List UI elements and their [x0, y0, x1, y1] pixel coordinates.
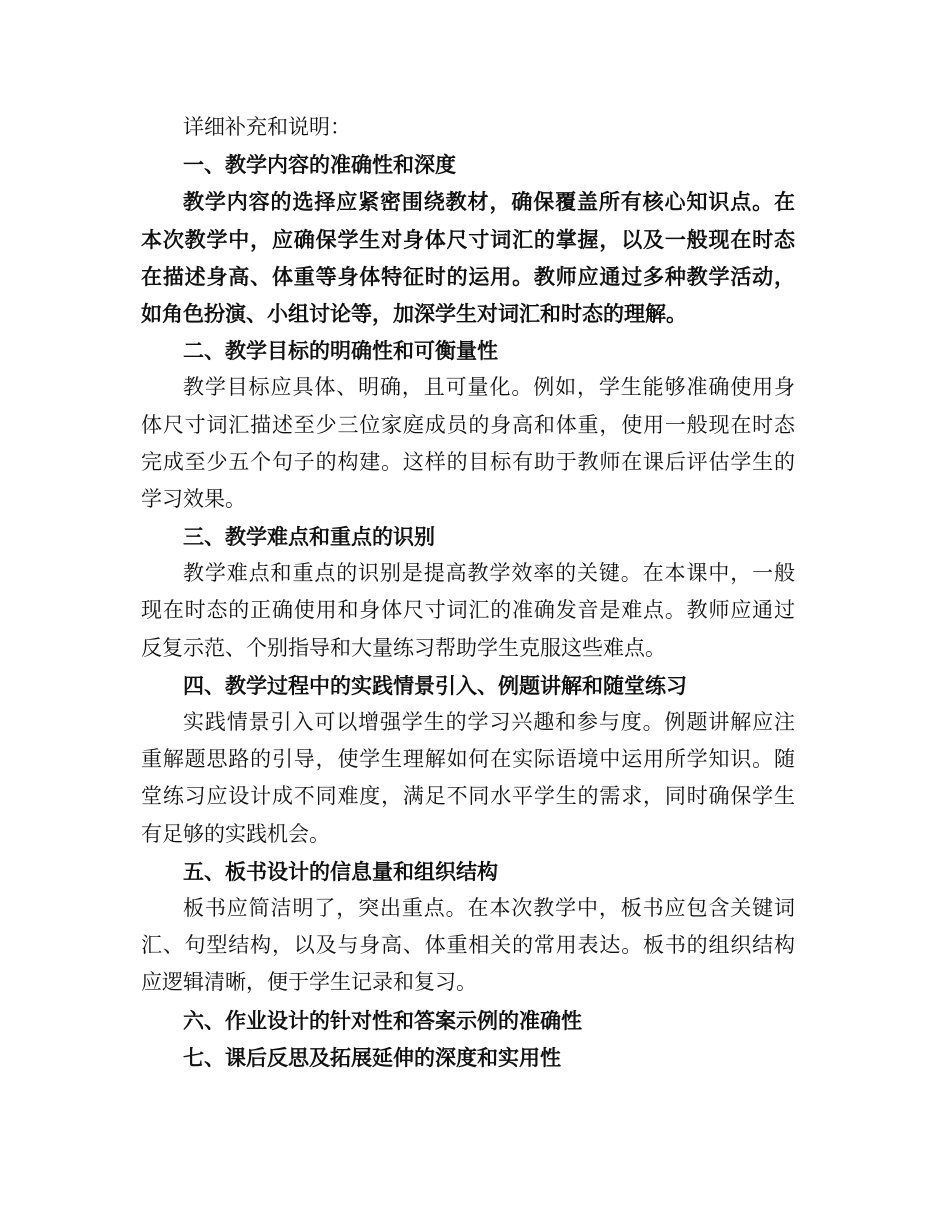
paragraph-line: 有足够的实践机会。 — [141, 821, 330, 846]
intro-label: 详细补充和说明： — [183, 115, 351, 139]
paragraph-line: 重解题思路的引导，使学生理解如何在实际语境中运用所学知识。随 — [141, 747, 795, 772]
section-heading-2: 二、教学目标的明确性和可衡量性 — [183, 338, 498, 364]
paragraph-line: 汇、句型结构，以及与身高、体重相关的常用表达。板书的组织结构 — [141, 933, 795, 958]
section-heading-5: 五、板书设计的信息量和组织结构 — [183, 858, 498, 884]
paragraph-line: 学习效果。 — [141, 486, 246, 511]
paragraph-line: 本次教学中，应确保学生对身体尺寸词汇的掌握，以及一般现在时态 — [141, 226, 795, 252]
paragraph-line: 如角色扮演、小组讨论等，加深学生对词汇和时态的理解。 — [141, 300, 687, 326]
section-heading-6: 六、作业设计的针对性和答案示例的准确性 — [183, 1007, 582, 1033]
paragraph-line: 板书应简洁明了，突出重点。在本次教学中，板书应包含关键词 — [183, 895, 795, 920]
paragraph-line: 反复示范、个别指导和大量练习帮助学生克服这些难点。 — [141, 635, 666, 660]
paragraph-line: 堂练习应设计成不同难度，满足不同水平学生的需求，同时确保学生 — [141, 784, 795, 809]
section-heading-3: 三、教学难点和重点的识别 — [183, 524, 435, 550]
section-heading-4: 四、教学过程中的实践情景引入、例题讲解和随堂练习 — [183, 672, 687, 698]
paragraph-line: 教学目标应具体、明确，且可量化。例如，学生能够准确使用身 — [183, 375, 795, 400]
paragraph-line: 教学内容的选择应紧密围绕教材，确保覆盖所有核心知识点。在 — [183, 189, 795, 215]
paragraph-line: 体尺寸词汇描述至少三位家庭成员的身高和体重，使用一般现在时态 — [141, 412, 795, 437]
section-heading-1: 一、教学内容的准确性和深度 — [183, 152, 456, 178]
section-heading-7: 七、课后反思及拓展延伸的深度和实用性 — [183, 1044, 561, 1070]
paragraph-line: 现在时态的正确使用和身体尺寸词汇的准确发音是难点。教师应通过 — [141, 598, 795, 623]
paragraph-line: 实践情景引入可以增强学生的学习兴趣和参与度。例题讲解应注 — [183, 710, 795, 734]
paragraph-line: 教学难点和重点的识别是提高教学效率的关键。在本课中，一般 — [183, 561, 795, 586]
paragraph-line: 完成至少五个句子的构建。这样的目标有助于教师在课后评估学生的 — [141, 449, 795, 474]
document-body — [141, 109, 795, 1076]
paragraph-line: 在描述身高、体重等身体特征时的运用。教师应通过多种教学活动， — [141, 263, 795, 289]
paragraph-line: 应逻辑清晰，便于学生记录和复习。 — [141, 970, 477, 995]
